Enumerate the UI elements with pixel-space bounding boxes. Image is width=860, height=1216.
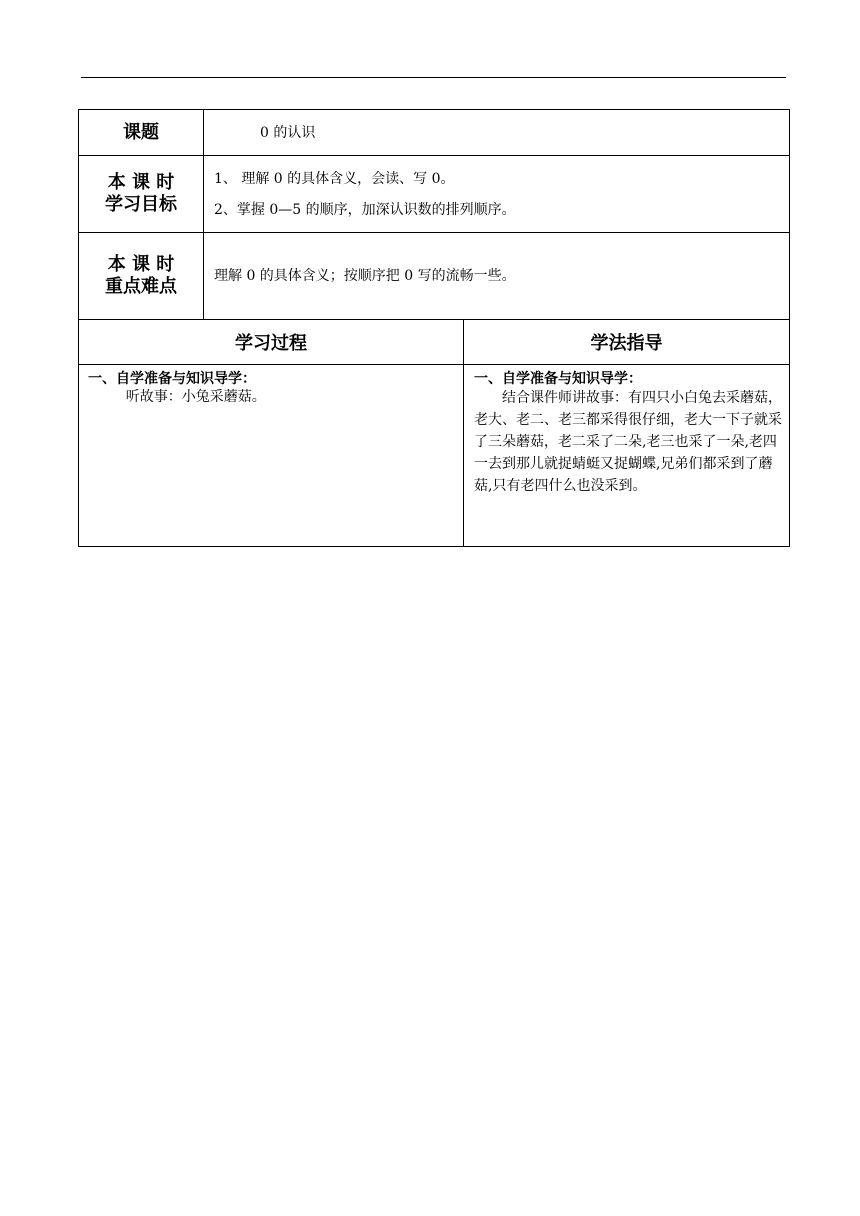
objectives-row: [79, 156, 790, 233]
guidance-header: 学法指导: [464, 320, 790, 365]
objective-item-2: 2、掌握 0—5 的顺序，加深认识数的排列顺序。: [214, 201, 516, 218]
topic-value-cell: [204, 110, 790, 156]
objective-item-1: 1、 理解 0 的具体含义，会读、写 0。: [214, 170, 455, 187]
process-content: [79, 365, 463, 407]
key-points-row: [79, 233, 790, 320]
lesson-plan-table: [78, 109, 790, 547]
topic-label-cell: [79, 110, 204, 156]
section-header-row: [79, 320, 790, 365]
topic-label: 课题: [123, 121, 159, 143]
process-subheading: 一、自学准备与知识导学：: [88, 371, 256, 387]
topic-row: [79, 110, 790, 156]
guidance-subheading: 一、自学准备与知识导学：: [474, 371, 642, 387]
guidance-text: 结合课件师讲故事：有四只小白兔去采蘑菇，老大、老二、老三都采得很仔细，老大一下子就采了三朵蘑菇，老二采了二朵,老三也采了一朵,老四一去到那儿就捉蜻蜓又捉蝴蝶,兄弟们都采到了蘑菇,只有老四什么也没采到。: [474, 390, 782, 494]
process-text: 听故事：小兔采蘑菇。: [125, 389, 266, 405]
objectives-value-cell: [204, 156, 790, 233]
content-row: [79, 365, 790, 547]
objectives-label-cell: [79, 156, 204, 233]
guidance-content: [464, 365, 789, 497]
key-points-label-line1: 本 课 时: [107, 254, 175, 275]
header-rule: [81, 77, 786, 78]
objectives-label-line2: 学习目标: [105, 194, 177, 215]
key-points-label-line2: 重点难点: [105, 276, 177, 297]
process-header: 学习过程: [79, 320, 464, 365]
key-points-value: 理解 0 的具体含义；按顺序把 0 写的流畅一些。: [214, 268, 516, 284]
key-points-value-cell: [204, 233, 790, 320]
process-content-cell: [79, 365, 464, 547]
objectives-label-line1: 本 课 时: [107, 172, 175, 193]
guidance-content-cell: [464, 365, 790, 547]
key-points-label-cell: [79, 233, 204, 320]
topic-value: 0 的认识: [260, 124, 316, 141]
